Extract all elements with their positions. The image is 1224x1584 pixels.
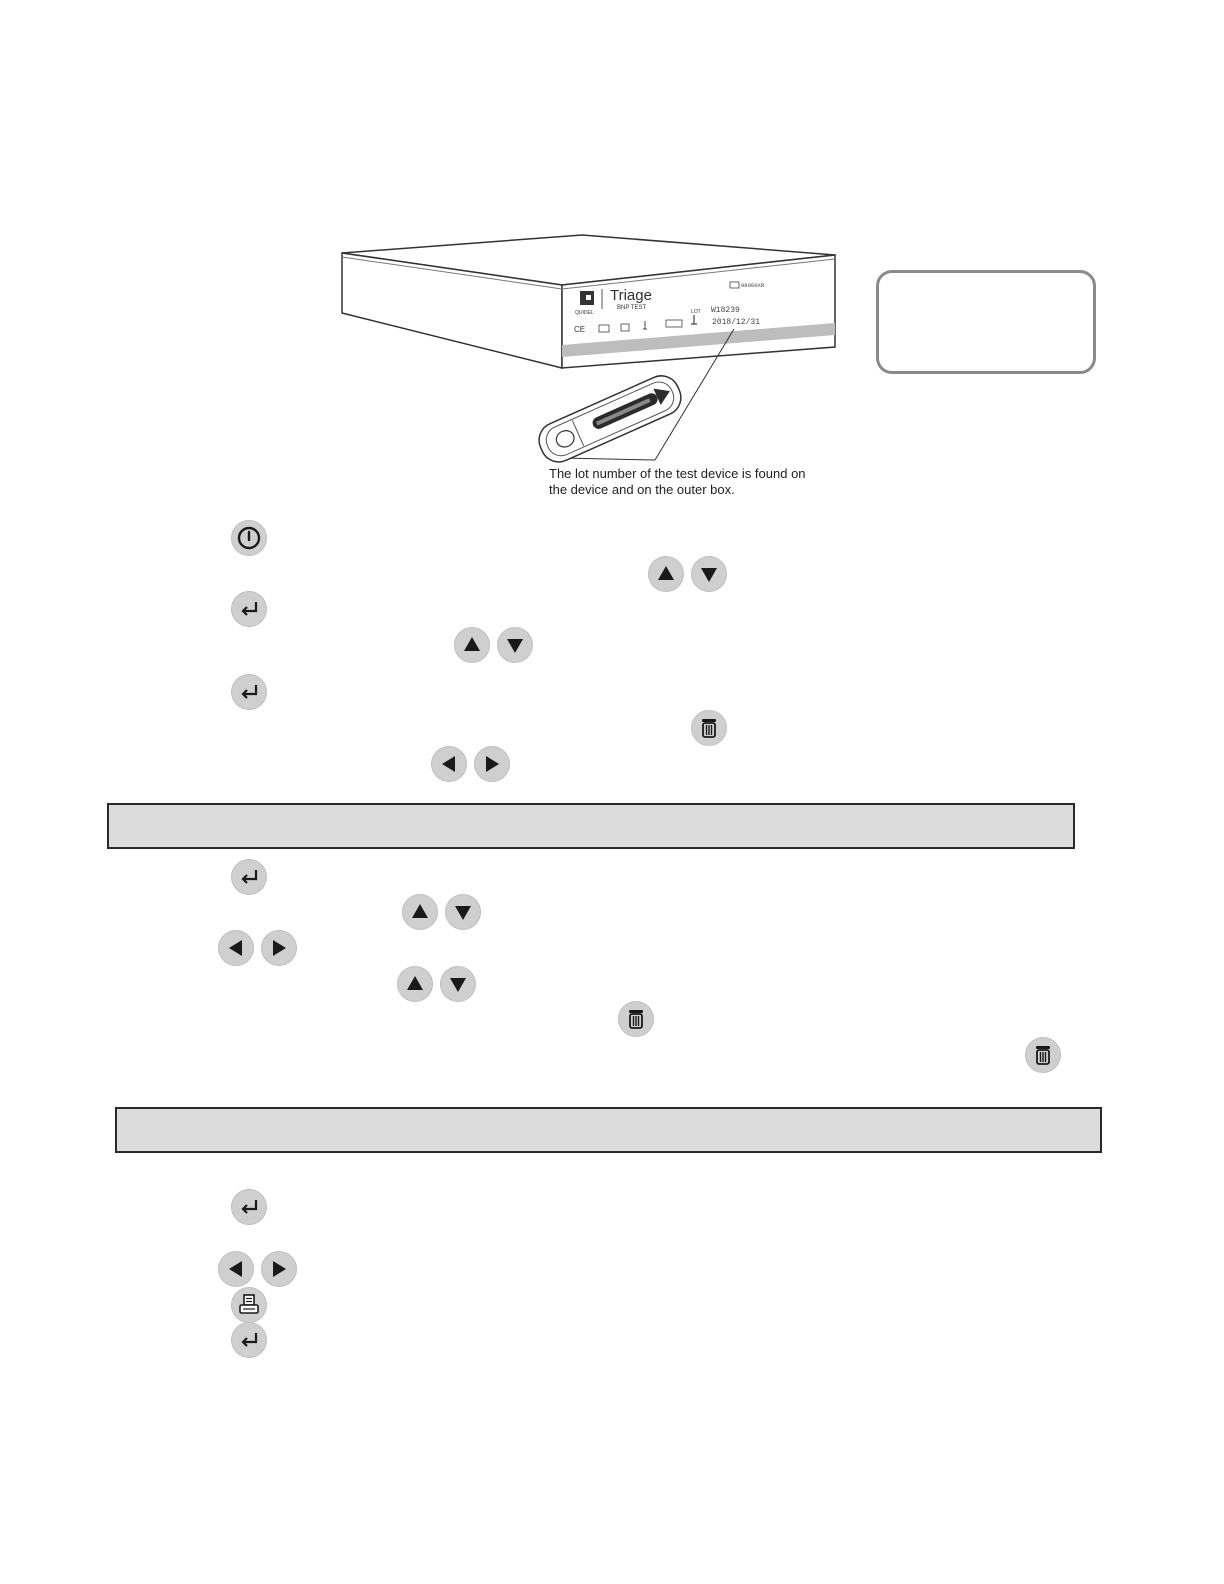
expiry-date-text: 2018/12/31	[712, 318, 761, 327]
power-button[interactable]	[231, 520, 267, 556]
return-arrow-icon	[231, 591, 267, 627]
left-arrow-button[interactable]	[218, 930, 254, 966]
up-arrow-button[interactable]	[454, 627, 490, 663]
triangle-up-icon	[454, 627, 490, 663]
trash-icon	[1025, 1037, 1061, 1073]
triangle-down-icon	[497, 627, 533, 663]
lot-number-text: W18239	[711, 306, 740, 315]
power-icon	[231, 520, 267, 556]
triangle-up-icon	[397, 966, 433, 1002]
trash-icon	[691, 710, 727, 746]
triangle-down-icon	[440, 966, 476, 1002]
screen-display-box	[876, 270, 1096, 374]
down-arrow-button[interactable]	[440, 966, 476, 1002]
right-arrow-button[interactable]	[261, 1251, 297, 1287]
return-arrow-icon	[231, 1322, 267, 1358]
note-bar	[107, 803, 1075, 849]
enter-button[interactable]	[231, 1322, 267, 1358]
delete-button[interactable]	[618, 1001, 654, 1037]
product-name-text: Triage	[610, 287, 652, 304]
triangle-left-icon	[218, 1251, 254, 1287]
up-arrow-button[interactable]	[402, 894, 438, 930]
caption-line-1: The lot number of the test device is found on	[549, 466, 806, 481]
triangle-right-icon	[261, 1251, 297, 1287]
triangle-left-icon	[218, 930, 254, 966]
return-arrow-icon	[231, 859, 267, 895]
return-arrow-icon	[231, 674, 267, 710]
triangle-down-icon	[691, 556, 727, 592]
illustration-caption	[549, 466, 839, 498]
up-arrow-button[interactable]	[397, 966, 433, 1002]
triangle-right-icon	[261, 930, 297, 966]
delete-button[interactable]	[691, 710, 727, 746]
triangle-up-icon	[648, 556, 684, 592]
triangle-left-icon	[431, 746, 467, 782]
down-arrow-button[interactable]	[691, 556, 727, 592]
print-button[interactable]	[231, 1287, 267, 1323]
triangle-down-icon	[445, 894, 481, 930]
down-arrow-button[interactable]	[497, 627, 533, 663]
printer-icon	[231, 1287, 267, 1323]
down-arrow-button[interactable]	[445, 894, 481, 930]
delete-button[interactable]	[1025, 1037, 1061, 1073]
left-arrow-button[interactable]	[218, 1251, 254, 1287]
right-arrow-button[interactable]	[261, 930, 297, 966]
right-arrow-button[interactable]	[474, 746, 510, 782]
enter-button[interactable]	[231, 859, 267, 895]
ce-mark-text: CE	[574, 325, 586, 334]
brand-mark-text: QUIDEL	[575, 310, 594, 316]
ref-code-text: 98000XR	[741, 282, 765, 289]
up-arrow-button[interactable]	[648, 556, 684, 592]
triangle-right-icon	[474, 746, 510, 782]
enter-button[interactable]	[231, 674, 267, 710]
enter-button[interactable]	[231, 591, 267, 627]
note-bar	[115, 1107, 1102, 1153]
return-arrow-icon	[231, 1189, 267, 1225]
triangle-up-icon	[402, 894, 438, 930]
trash-icon	[618, 1001, 654, 1037]
device-box-illustration	[330, 225, 850, 505]
caption-line-2: the device and on the outer box.	[549, 482, 735, 497]
left-arrow-button[interactable]	[431, 746, 467, 782]
lot-symbol: LOT	[691, 309, 701, 315]
enter-button[interactable]	[231, 1189, 267, 1225]
product-sub-text: BNP TEST	[617, 305, 647, 311]
